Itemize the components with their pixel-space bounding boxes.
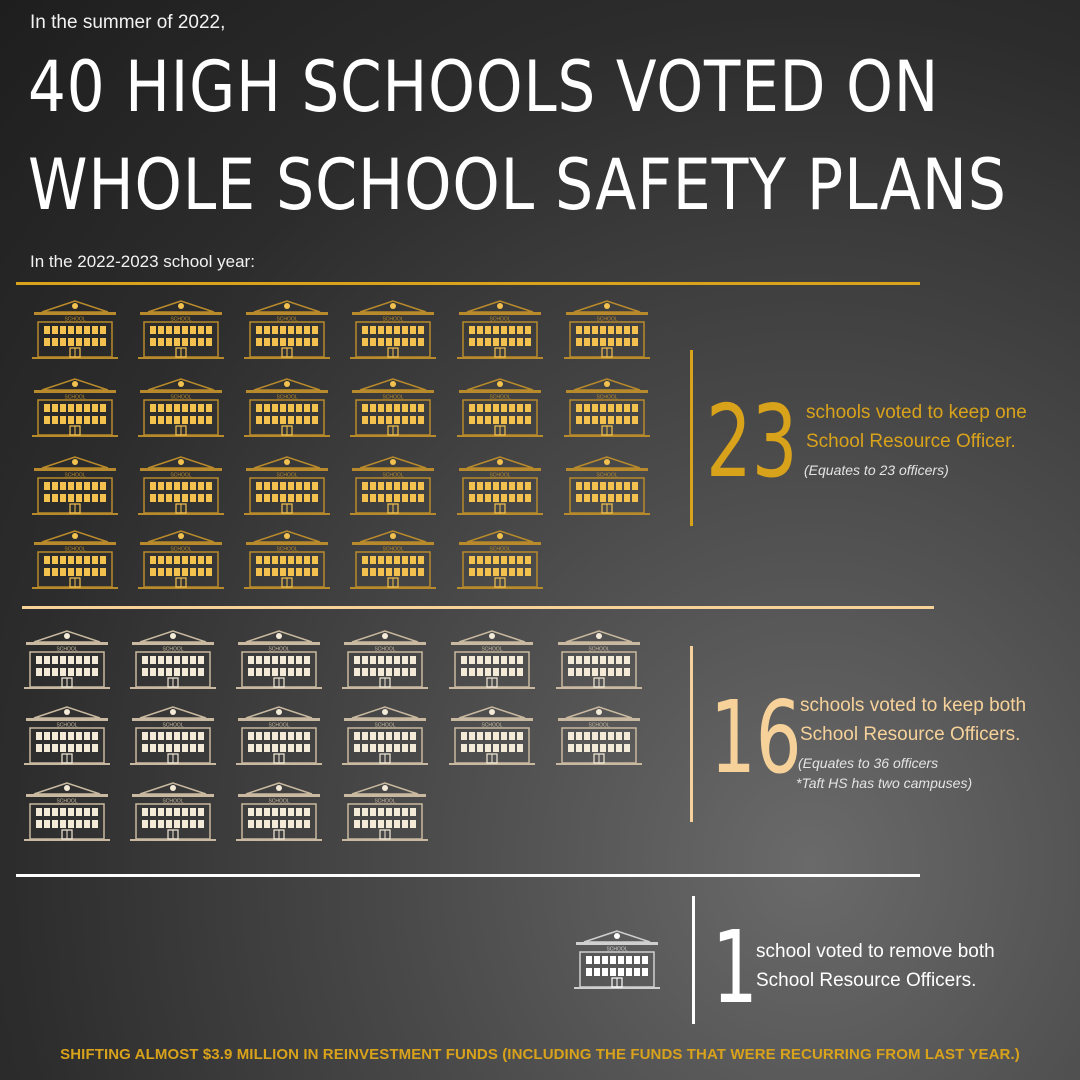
- school-building-icon: [562, 376, 652, 438]
- svg-text:SCHOOL: SCHOOL: [170, 472, 192, 479]
- svg-text:SCHOOL: SCHOOL: [606, 946, 628, 953]
- svg-text:SCHOOL: SCHOOL: [374, 646, 396, 653]
- school-building-icon: [22, 704, 112, 766]
- subheading: In the 2022-2023 school year:: [30, 252, 255, 271]
- section-3-bar: [692, 896, 695, 1024]
- intro-text: In the summer of 2022,: [30, 12, 226, 33]
- svg-text:SCHOOL: SCHOOL: [56, 798, 78, 805]
- svg-text:SCHOOL: SCHOOL: [596, 316, 618, 323]
- school-building-icon: [572, 928, 662, 990]
- svg-text:SCHOOL: SCHOOL: [481, 722, 503, 729]
- svg-text:SCHOOL: SCHOOL: [64, 472, 86, 479]
- school-building-icon: [136, 298, 226, 360]
- school-building-icon: [348, 298, 438, 360]
- school-building-icon: [455, 454, 545, 516]
- svg-text:SCHOOL: SCHOOL: [170, 394, 192, 401]
- school-building-icon: [136, 528, 226, 590]
- school-building-icon: [348, 454, 438, 516]
- school-building-icon: [455, 298, 545, 360]
- school-building-icon: [128, 628, 218, 690]
- school-building-icon: [447, 628, 537, 690]
- school-building-icon: [455, 376, 545, 438]
- school-building-icon: [234, 780, 324, 842]
- svg-text:SCHOOL: SCHOOL: [276, 316, 298, 323]
- section-2-desc-line-1: schools voted to keep both: [800, 695, 1027, 716]
- svg-text:SCHOOL: SCHOOL: [382, 394, 404, 401]
- svg-text:SCHOOL: SCHOOL: [64, 546, 86, 553]
- svg-text:SCHOOL: SCHOOL: [162, 722, 184, 729]
- school-building-icon: [22, 628, 112, 690]
- svg-text:SCHOOL: SCHOOL: [382, 316, 404, 323]
- svg-text:SCHOOL: SCHOOL: [382, 546, 404, 553]
- section-1-desc-line-2: School Resource Officer.: [806, 431, 1016, 452]
- section-1-note: (Equates to 23 officers): [804, 462, 949, 478]
- school-building-icon: [30, 298, 120, 360]
- school-building-icon: [348, 376, 438, 438]
- school-building-icon: [234, 704, 324, 766]
- school-building-icon: [30, 376, 120, 438]
- school-building-icon: [242, 528, 332, 590]
- school-building-icon: [128, 780, 218, 842]
- section-3-desc-line-2: School Resource Officers.: [756, 970, 977, 991]
- section-3-count: 1: [712, 909, 758, 1026]
- headline-line-2: WHOLE SCHOOL SAFETY PLANS: [28, 144, 1007, 226]
- section-2-note-line-1: (Equates to 36 officers: [798, 755, 939, 771]
- school-building-icon: [447, 704, 537, 766]
- svg-text:SCHOOL: SCHOOL: [268, 798, 290, 805]
- section-2-note-line-2: *Taft HS has two campuses): [796, 775, 973, 791]
- svg-text:SCHOOL: SCHOOL: [64, 316, 86, 323]
- svg-text:SCHOOL: SCHOOL: [170, 316, 192, 323]
- svg-text:SCHOOL: SCHOOL: [276, 472, 298, 479]
- school-building-icon: [242, 454, 332, 516]
- school-building-icon: [455, 528, 545, 590]
- svg-text:SCHOOL: SCHOOL: [276, 546, 298, 553]
- school-building-icon: [242, 376, 332, 438]
- section-3-desc-line-1: school voted to remove both: [756, 941, 995, 962]
- school-building-icon: [30, 528, 120, 590]
- svg-text:SCHOOL: SCHOOL: [268, 722, 290, 729]
- svg-text:SCHOOL: SCHOOL: [170, 546, 192, 553]
- svg-text:SCHOOL: SCHOOL: [489, 546, 511, 553]
- school-building-icon: [242, 298, 332, 360]
- school-building-icon: [562, 454, 652, 516]
- divider-top: [16, 282, 920, 285]
- school-building-icon: [554, 628, 644, 690]
- svg-text:SCHOOL: SCHOOL: [588, 722, 610, 729]
- section-2-bar: [690, 646, 693, 822]
- svg-text:SCHOOL: SCHOOL: [481, 646, 503, 653]
- divider-bottom: [16, 874, 920, 877]
- svg-text:SCHOOL: SCHOOL: [56, 722, 78, 729]
- section-1-desc-line-1: schools voted to keep one: [806, 402, 1027, 423]
- section-2-count: 16: [710, 679, 802, 796]
- svg-text:SCHOOL: SCHOOL: [276, 394, 298, 401]
- school-building-icon: [340, 704, 430, 766]
- svg-text:SCHOOL: SCHOOL: [56, 646, 78, 653]
- school-building-icon: [340, 780, 430, 842]
- section-1-count: 23: [706, 383, 798, 500]
- school-building-icon: [234, 628, 324, 690]
- section-2-desc-line-2: School Resource Officers.: [800, 724, 1021, 745]
- svg-text:SCHOOL: SCHOOL: [162, 798, 184, 805]
- divider-middle: [22, 606, 934, 609]
- svg-text:SCHOOL: SCHOOL: [588, 646, 610, 653]
- school-building-icon: [554, 704, 644, 766]
- svg-text:SCHOOL: SCHOOL: [382, 472, 404, 479]
- school-building-icon: [22, 780, 112, 842]
- headline-line-1: 40 HIGH SCHOOLS VOTED ON: [28, 46, 940, 128]
- school-building-icon: [30, 454, 120, 516]
- svg-text:SCHOOL: SCHOOL: [489, 316, 511, 323]
- footer-text: SHIFTING ALMOST $3.9 MILLION IN REINVESTMENT FUNDS (INCLUDING THE FUNDS THAT WERE RECURRING FROM LAST YEAR.): [60, 1046, 1020, 1063]
- svg-text:SCHOOL: SCHOOL: [64, 394, 86, 401]
- svg-text:SCHOOL: SCHOOL: [374, 798, 396, 805]
- svg-text:SCHOOL: SCHOOL: [374, 722, 396, 729]
- school-building-icon: [562, 298, 652, 360]
- svg-text:SCHOOL: SCHOOL: [489, 394, 511, 401]
- svg-text:SCHOOL: SCHOOL: [489, 472, 511, 479]
- svg-text:SCHOOL: SCHOOL: [596, 394, 618, 401]
- school-building-icon: [128, 704, 218, 766]
- svg-text:SCHOOL: SCHOOL: [596, 472, 618, 479]
- svg-text:SCHOOL: SCHOOL: [268, 646, 290, 653]
- school-building-icon: [348, 528, 438, 590]
- section-1-bar: [690, 350, 693, 526]
- school-building-icon: [136, 376, 226, 438]
- school-building-icon: [340, 628, 430, 690]
- school-building-icon: [136, 454, 226, 516]
- svg-text:SCHOOL: SCHOOL: [162, 646, 184, 653]
